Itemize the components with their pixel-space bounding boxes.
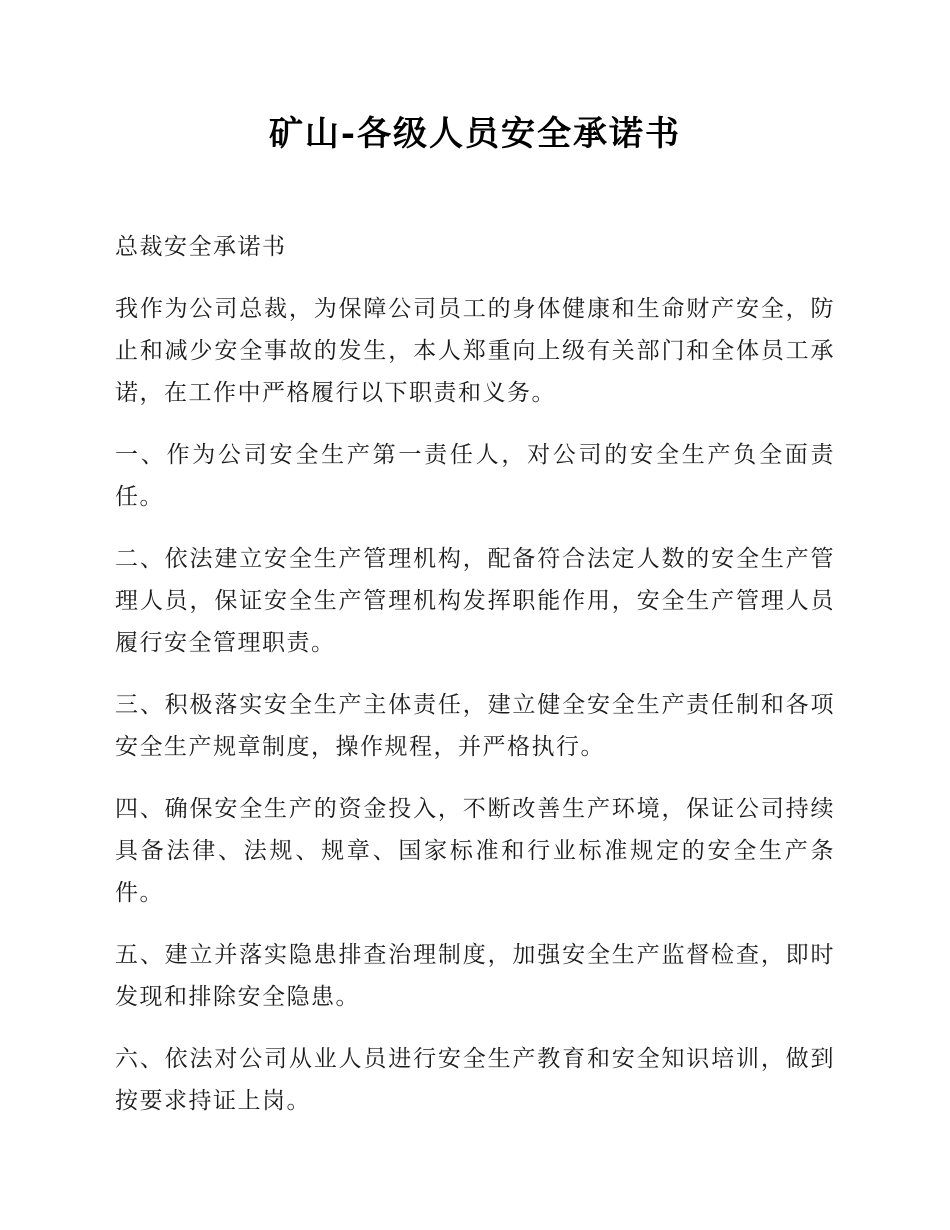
commitment-item-4: 四、确保安全生产的资金投入，不断改善生产环境，保证公司持续具备法律、法规、规章、国家标准和行业标准规定的安全生产条件。 (115, 796, 835, 906)
document-title: 矿山-各级人员安全承诺书 (268, 114, 682, 154)
commitment-item-5: 五、建立并落实隐患排查治理制度，加强安全生产监督检查，即时发现和排除安全隐患。 (115, 942, 835, 1010)
commitment-item-3: 三、积极落实安全生产主体责任，建立健全安全生产责任制和各项安全生产规章制度，操作规程，并严格执行。 (115, 692, 835, 760)
commitment-item-2: 二、依法建立安全生产管理机构，配备符合法定人数的安全生产管理人员，保证安全生产管理机构发挥职能作用，安全生产管理人员履行安全管理职责。 (115, 546, 835, 656)
intro-paragraph: 我作为公司总裁，为保障公司员工的身体健康和生命财产安全，防止和减少安全事故的发生，本人郑重向上级有关部门和全体员工承诺，在工作中严格履行以下职责和义务。 (115, 296, 835, 406)
commitment-item-6: 六、依法对公司从业人员进行安全生产教育和安全知识培训，做到按要求持证上岗。 (115, 1046, 835, 1114)
commitment-item-1: 一、作为公司安全生产第一责任人，对公司的安全生产负全面责任。 (115, 442, 835, 510)
section-heading: 总裁安全承诺书 (115, 234, 287, 260)
